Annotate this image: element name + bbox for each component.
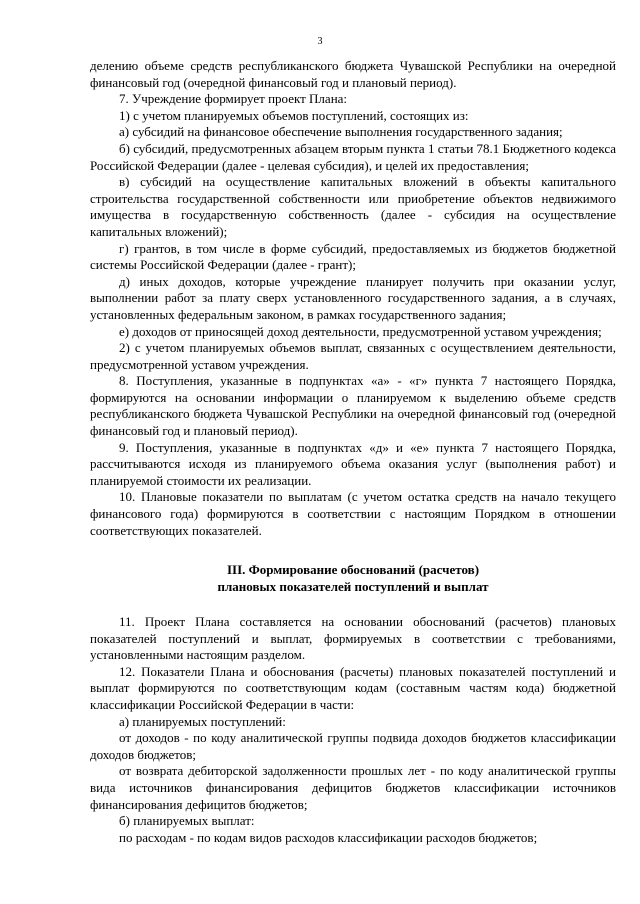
paragraph: 11. Проект Плана составляется на основании обоснований (расчетов) плановых показателей поступлений и выплат, формируемых в соответствии с требованиями, установленными настоящим разделом. xyxy=(90,614,616,663)
paragraph: г) грантов, в том числе в форме субсидий, предоставляемых из бюджетов бюджетной системы Российской Федерации (далее - грант); xyxy=(90,240,616,273)
paragraph: 7. Учреждение формирует проект Плана: xyxy=(119,91,348,107)
paragraph: 10. Плановые показатели по выплатам (с учетом остатка средств на начало текущего финансового года) формируются в соответствии с настоящим Порядком в отношении соответствующих показателей. xyxy=(90,489,616,538)
paragraph: 1) с учетом планируемых объемов поступлений, состоящих из: xyxy=(119,107,469,123)
section-heading-line-1: III. Формирование обоснований (расчетов) xyxy=(226,562,480,577)
paragraph: а) субсидий на финансовое обеспечение выполнения государственного задания; xyxy=(119,124,563,140)
page-number: 3 xyxy=(317,36,323,47)
paragraph: 2) с учетом планируемых объемов выплат, связанных с осуществлением деятельности, предусмотренной уставом учреждения. xyxy=(90,340,616,372)
paragraph: 8. Поступления, указанные в подпунктах «а» - «г» пункта 7 настоящего Порядка, формируются на основании информации о планируемом к выделению объеме средств республиканского бюджета Чувашской Республики на очередной финансовый год (очередной финансовый год и плановый период). xyxy=(90,373,616,439)
paragraph: 9. Поступления, указанные в подпунктах «д» и «е» пункта 7 настоящего Порядка, рассчитываются исходя из планируемого объема оказания услуг (выполнения работ) и планируемой стоимости их реализации. xyxy=(90,439,616,488)
paragraph: б) планируемых выплат: xyxy=(119,813,255,829)
section-heading xyxy=(90,561,616,595)
paragraph: от доходов - по коду аналитической группы подвида доходов бюджетов классификации доходов бюджетов; xyxy=(90,730,616,762)
paragraph: от возврата дебиторской задолженности прошлых лет - по коду аналитической группы вида источников финансирования дефицитов бюджетов классификации источников финансирования дефицитов бюджетов; xyxy=(90,763,616,812)
paragraph: 12. Показатели Плана и обоснования (расчеты) плановых показателей поступлений и выплат формируются по соответствующим кодам (составным частям кода) бюджетной классификации Российской Федерации в части: xyxy=(90,663,616,712)
paragraph: д) иных доходов, которые учреждение планирует получить при оказании услуг, выполнении работ за плату сверх установленного государственного задания, а в случаях, установленных федеральным законом, в рамках государственного задания; xyxy=(90,273,616,322)
paragraph: по расходам - по кодам видов расходов классификации расходов бюджетов; xyxy=(119,829,538,845)
paragraph: делению объеме средств республиканского бюджета Чувашской Республики на очередной финансовый год (очередной финансовый год и плановый период). xyxy=(90,58,616,90)
paragraph: а) планируемых поступлений: xyxy=(119,713,286,729)
paragraph: в) субсидий на осуществление капитальных вложений в объекты капитального строительства государственной собственности или приобретение объектов недвижимого имущества в государственную собственность (далее - субсидия на осуществление капитальных вложений); xyxy=(90,174,616,239)
body-text-top xyxy=(90,58,616,539)
paragraph: б) субсидий, предусмотренных абзацем вторым пункта 1 статьи 78.1 Бюджетного кодекса Российской Федерации (далее - целевая субсидия), и целей их предоставления; xyxy=(90,140,617,173)
body-text-bottom xyxy=(90,614,616,846)
paragraph: е) доходов от приносящей доход деятельности, предусмотренной уставом учреждения; xyxy=(119,323,602,339)
section-heading-line-2: плановых показателей поступлений и выплат xyxy=(217,579,489,594)
